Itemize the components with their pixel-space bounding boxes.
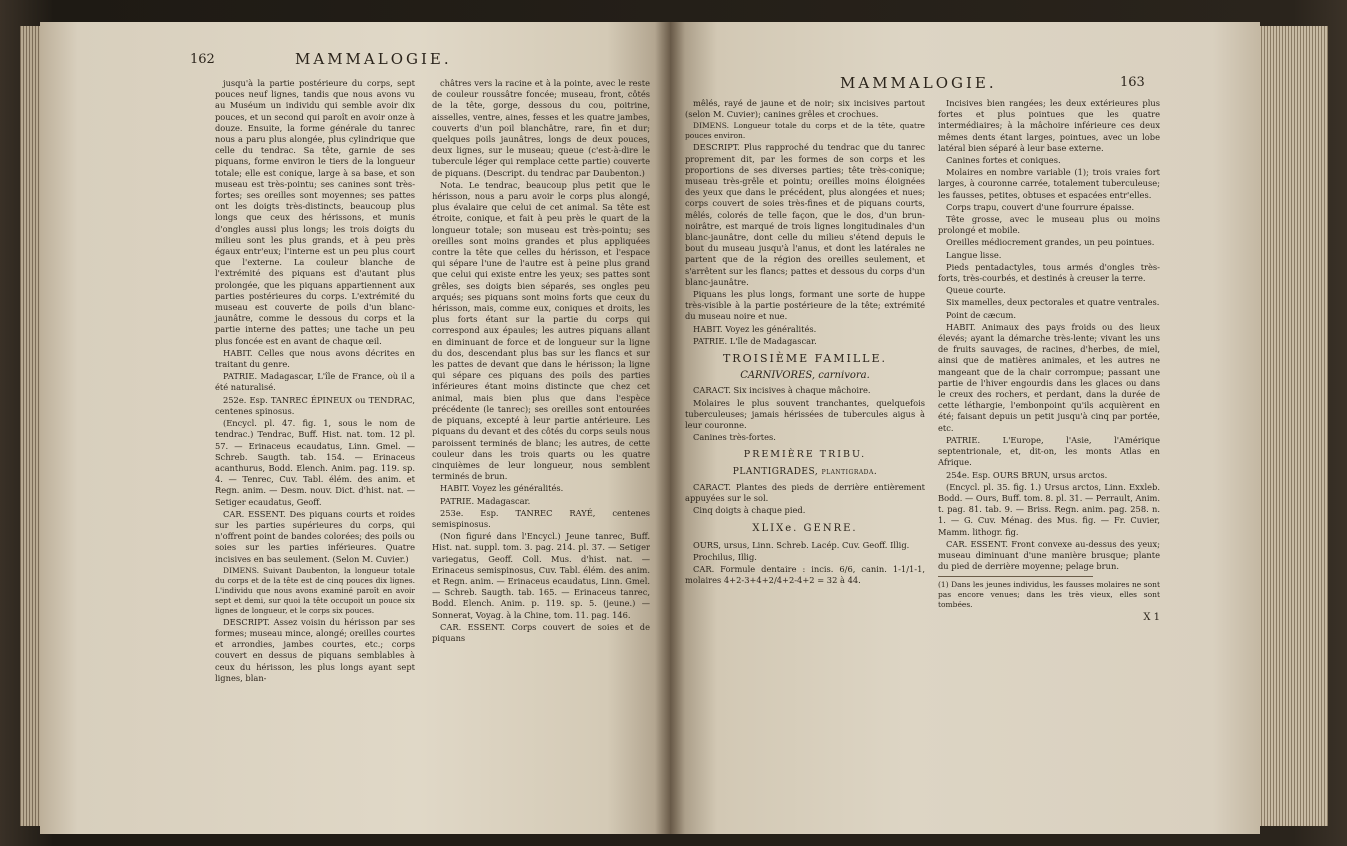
paragraph: DIMENS. Suivant Daubenton, la longueur totale du corps et de la tête est de cinq pouces dix lignes. L'individu que nous avons examiné paroît en avoir sept et demi, sur quoi la tête occupoit un pouce six lignes de longueur, et le corps six pouces. xyxy=(215,565,415,615)
paragraph: HABIT. Voyez les généralités. xyxy=(440,483,564,494)
paragraph: Queue courte. xyxy=(946,285,1006,296)
running-header: MAMMALOGIE. xyxy=(295,50,452,68)
paragraph: Langue lisse. xyxy=(946,249,1002,260)
paragraph: HABIT. Animaux des pays froids ou des lieux élevés; ayant la démarche très-lente; vivant les uns de fruits sauvages, de racines, d'herbes, de miel, ainsi que de matières animales, et les autres ne mangeant que de la chair corrompue; passant une partie de l'hiver engourdis dans les glaces ou dans le creux des rochers, et perdant, dans la durée de cette léthargie, l'embonpoint qu'ils acquièrent en été; faisant depuis un petit jusqu'à cinq par portée, etc. xyxy=(938,321,1160,433)
paragraph: Prochilus, Illig. xyxy=(693,551,757,562)
paragraph: CAR. ESSENT. Des piquans courts et roides sur les parties supérieures du corps, qui n'offrent point de bandes colorées; des poils ou soies sur les parties inférieures. Quatre incisives en bas seulement. (Selon M. Cuvier.) xyxy=(215,508,415,564)
footnote-rule xyxy=(938,576,1093,577)
book-gutter xyxy=(655,22,685,834)
paragraph: DIMENS. Longueur totale du corps et de la tête, quatre pouces environ. xyxy=(685,121,925,141)
paragraph: Corps trapu, couvert d'une fourrure épaisse. xyxy=(946,201,1135,212)
paragraph: 254e. Esp. OURS BRUN, ursus arctos. xyxy=(946,469,1108,480)
paragraph: 253e. Esp. TANREC RAYÉ, centenes semispinosus. xyxy=(432,507,650,529)
paragraph: Molaires le plus souvent tranchantes, quelquefois tuberculeuses; jamais hérissées de tubercules aigus à leur couronne. xyxy=(685,397,925,431)
paragraph: Piquans les plus longs, formant une sorte de huppe très-visible à la partie postérieure de la tête; extrémité du museau noire et nue. xyxy=(685,289,925,322)
paragraph: Canines très-fortes. xyxy=(693,432,776,443)
paragraph: Six mamelles, deux pectorales et quatre ventrales. xyxy=(946,297,1160,308)
paragraph: CAR. Formule dentaire : incis. 6/6, canin. 1-1/1-1, molaires 4+2-3+4+2/4+2-4+2 = 32 à 44. xyxy=(685,564,925,586)
page-number: 162 xyxy=(190,52,215,67)
paragraph: mêlés, rayé de jaune et de noir; six incisives partout (selon M. Cuvier); canines grêles et crochues. xyxy=(685,98,925,120)
signature-mark: X 1 xyxy=(1143,612,1160,624)
paragraph: PATRIE. Madagascar. xyxy=(440,495,531,506)
paragraph: CAR. ESSENT. Corps couvert de soies et de piquans xyxy=(432,621,650,643)
paragraph: DESCRIPT. Assez voisin du hérisson par ses formes; museau mince, alongé; oreilles courtes et arrondies, jambes courtes, etc.; corps couvert en dessus de piquans semblables à ceux du hérisson, les plus longs ayant sept lignes, blan- xyxy=(215,616,415,683)
family-title: TROISIÈME FAMILLE. xyxy=(722,352,888,366)
paragraph: Canines fortes et coniques. xyxy=(946,155,1061,166)
paragraph: Point de cæcum. xyxy=(946,309,1017,320)
page-number: 163 xyxy=(1120,75,1145,90)
tribe-subtitle: PLANTIGRADES, plantigrada. xyxy=(732,466,878,477)
left-page-stack xyxy=(20,26,42,826)
paragraph: 252e. Esp. TANREC ÉPINEUX ou TENDRAC, centenes spinosus. xyxy=(215,394,415,416)
paragraph: Incisives bien rangées; les deux extérieures plus fortes et plus pointues que les quatre intermédiaires; à la mâchoire inférieure ces deux mêmes dents étant larges, pointues, avec un lobe latéral bien séparé à leur base externe. xyxy=(938,98,1160,153)
paragraph: PATRIE. L'île de Madagascar. xyxy=(693,335,817,346)
paragraph: CAR. ESSENT. Front convexe au-dessus des yeux; museau diminuant d'une manière brusque; plante du pied de derrière moyenne; pelage brun. xyxy=(938,538,1160,572)
left-column-1 xyxy=(215,78,415,685)
paragraph: HABIT. Celles que nous avons décrites en traitant du genre. xyxy=(215,347,415,370)
footnote: (1) Dans les jeunes individus, les fausses molaires ne sont pas encore venues; dans les très vieux, elles sont tombées. xyxy=(938,580,1160,610)
paragraph: Tête grosse, avec le museau plus ou moins prolongé et mobile. xyxy=(938,214,1160,236)
paragraph: PATRIE. L'Europe, l'Asie, l'Amérique septentrionale, et, dit-on, les monts Atlas en Afrique. xyxy=(938,434,1160,468)
paragraph: (Encycl. pl. 35. fig. 1.) Ursus arctos, Linn. Exxleb. Bodd. — Ours, Buff. tom. 8. pl. 31. — Perrault, Anim. t. pag. 81. tab. 9. — Briss. Regn. anim. pag. 258. n. 1. — G. Cuv. Ménag. des Mus. fig. — Fr. Cuvier, Mamm. lithogr. fig. xyxy=(938,481,1161,537)
right-column-1 xyxy=(685,98,925,588)
left-column-2 xyxy=(432,78,650,645)
right-page-stack xyxy=(1258,26,1328,826)
paragraph: HABIT. Voyez les généralités. xyxy=(693,323,817,334)
paragraph: Oreilles médiocrement grandes, un peu pointues. xyxy=(946,237,1155,248)
paragraph: châtres vers la racine et à la pointe, avec le reste de couleur roussâtre foncée; museau, front, côtés de la tête, gorge, dessous du cou, poitrine, aisselles, ventre, aines, fesses et les quatre jambes, couverts d'un poil blanchâtre, rare, fin et dur; quelques poils jaunâtres, longs de deux pouces, deux lignes, sur le museau; queue (c'est-à-dire le tubercule léger qui remplace cette partie) couverte de piquans. (Descript. du tendrac par Daubenton.) xyxy=(432,78,650,178)
paragraph: jusqu'à la partie postérieure du corps, sept pouces neuf lignes, tandis que nous avons vu au Muséum un individu qui semble avoir dix pouces, et un second qui paroît en avoir onze à douze. Ensuite, la forme générale du tanrec nous a paru plus alongée, plus cylindrique que celle du tendrac. Sa tête, garnie de ses piquans, forme environ le tiers de la longueur totale; elle est conique, large à sa base, et son museau est très-pointu; ses canines sont très-fortes; ses oreilles sont moyennes; ses pattes ont les doigts très-distincts, beaucoup plus longs que ceux des hérissons, et munis d'ongles aussi plus longs; les trois doigts du milieu sont les plus grands, et à peu près égaux entr'eux; l'interne est un peu plus court que l'externe. La couleur blanche de l'extrémité des piquans est d'autant plus prolongée, que les piquans appartiennent aux parties postérieures du corps. L'extrémité du museau est couverte de poils d'un blanc-jaunâtre, comme le dessous du corps et la partie interne des pattes; une tache un peu plus foncée est en avant de chaque œil. xyxy=(215,78,415,346)
paragraph: Molaires en nombre variable (1); trois vraies fort larges, à couronne carrée, totalement tuberculeuse; les fausses, petites, obtuses et espacées entr'elles. xyxy=(938,167,1160,200)
right-page xyxy=(670,22,1260,834)
paragraph: (Non figuré dans l'Encycl.) Jeune tanrec, Buff. Hist. nat. suppl. tom. 3. pag. 214. pl. 37. — Setiger variegatus, Geoff. Coll. Mus. d'hist. nat. — Erinaceus semispinosus, Cuv. Tabl. élém. des anim. et Regn. anim. — Erinaceus ecaudatus, Linn. Gmel. — Schreb. Saugth. tab. 165. — Erinaceus tanrec, Bodd. Elench. Anim. p. 119. sp. 5. (jeune.) — Sonnerat, Voyag. à la Chine, tom. 11. pag. 146. xyxy=(432,531,650,620)
family-subtitle: CARNIVORES, carnivora. xyxy=(740,370,870,382)
genus-title: XLIXe. GENRE. xyxy=(752,522,858,534)
paragraph: Pieds pentadactyles, tous armés d'ongles très-forts, très-courbés, et destinés à creuser la terre. xyxy=(938,261,1160,284)
left-page xyxy=(40,22,670,834)
right-column-2 xyxy=(938,98,1160,625)
running-header: MAMMALOGIE. xyxy=(840,74,997,92)
paragraph: Nota. Le tendrac, beaucoup plus petit que le hérisson, nous a paru avoir le corps plus alongé, plus évalaire que celui de cet animal. Sa tête est étroite, conique, et fait à peu près le quart de la longueur totale; son museau est très-pointu; ses oreilles sont moins grandes et plus appliquées contre la tête que celles du hérisson, et l'espace qui sépare l'une de l'autre est à peine plus grand que celui qui existe entre les yeux; ses pattes sont grêles, ses doigts bien séparés, ses ongles peu arqués; ses piquans sont moins forts que ceux du hérisson, mais, comme eux, coniques et droits, les plus forts étant sur la partie du corps qui correspond aux épaules; les autres piquans allant en diminuant de force et de longueur sur la ligne du dos, descendant plus bas sur les flancs et sur les pattes de devant que dans le hérisson; la ligne qui sépare ces piquans des poils des parties inférieures étant moins distincte que chez cet animal, mais bien plus que dans l'espèce précédente (le tanrec); ses oreilles sont entourées de piquans, excepté à leur partie antérieure. Les piquans du devant et des côtés du corps seuls nous paroissent terminés de blanc; les autres, de cette couleur dans les trois quarts ou les quatre cinquièmes de leur longueur, nous semblent terminés de brun. xyxy=(432,179,650,482)
paragraph: CARACT. Plantes des pieds de derrière entièrement appuyées sur le sol. xyxy=(685,481,925,504)
paragraph: PATRIE. Madagascar, L'île de France, où il a été naturalisé. xyxy=(215,371,415,393)
tribe-title: PREMIÈRE TRIBU. xyxy=(743,449,867,461)
paragraph: DESCRIPT. Plus rapproché du tendrac que du tanrec proprement dit, par les formes de son corps et les proportions de ses diverses parties; tête très-conique; museau très-grêle et pointu; oreilles moins éloignées des yeux que dans le précédent, plus alongées et nues; corps couvert de soies très-fines et de piquans courts, mêlés, colorés de telle façon, que le dos, d'un brun-noirâtre, est marqué de trois lignes longitudinales d'un blanc-jaunâtre, dont celle du milieu s'étend depuis le bout du museau jusqu'à l'anus, et dont les latérales ne partent que de la région des oreilles seulement, et s'arrêtent sur les flancs; pattes et dessous du corps d'un blanc-jaunâtre. xyxy=(685,142,925,287)
paragraph: Cinq doigts à chaque pied. xyxy=(693,505,806,516)
paragraph: CARACT. Six incisives à chaque mâchoire. xyxy=(693,385,871,396)
paragraph: OURS, ursus, Linn. Schreb. Lacép. Cuv. Geoff. Illig. xyxy=(693,539,910,550)
paragraph: (Encycl. pl. 47. fig. 1, sous le nom de tendrac.) Tendrac, Buff. Hist. nat. tom. 12 pl. 57. — Erinaceus ecaudatus, Linn. Gmel. — Schreb. Saugth. tab. 154. — Erinaceus acanthurus, Bodd. Elench. Anim. pag. 119. sp. 4. — Tenrec, Cuv. Tabl. élém. des anim. et Regn. anim. — Desm. nouv. Dict. d'hist. nat. — Setiger ecaudatus, Geoff. xyxy=(215,418,415,507)
